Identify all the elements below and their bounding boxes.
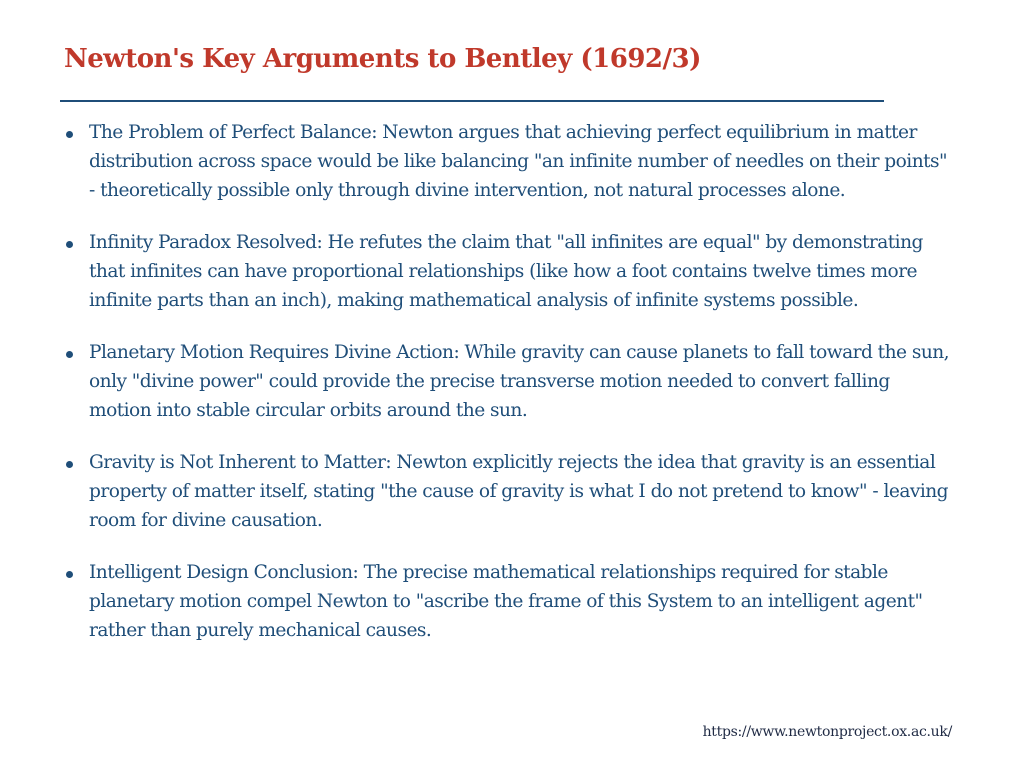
bullet-dot-icon (66, 241, 73, 248)
bullet-item (62, 558, 952, 645)
bullet-list (62, 118, 952, 668)
bullet-dot-icon (66, 351, 73, 358)
bullet-text: Planetary Motion Requires Divine Action: While gravity can cause planets to fall toward the sun, only "divine power" could provide the precise transverse motion needed to convert falling motion into stable circular orbits around the sun. (89, 342, 950, 421)
bullet-text: Infinity Paradox Resolved: He refutes the claim that "all infinites are equal" by demonstrating that infinites can have proportional relationships (like how a foot contains twelve times more infinite parts than an inch), making mathematical analysis of infinite systems possible. (89, 232, 923, 311)
bullet-text: Gravity is Not Inherent to Matter: Newton explicitly rejects the idea that gravity is an essential property of matter itself, stating "the cause of gravity is what I do not pretend to know" - leaving room for divine causation. (89, 452, 948, 531)
bullet-item (62, 448, 952, 535)
bullet-item (62, 338, 952, 425)
bullet-dot-icon (66, 131, 73, 138)
bullet-dot-icon (66, 461, 73, 468)
bullet-dot-icon (66, 571, 73, 578)
slide-title: Newton's Key Arguments to Bentley (1692/3) (64, 44, 701, 74)
bullet-item (62, 118, 952, 205)
bullet-item (62, 228, 952, 315)
source-link[interactable]: https://www.newtonproject.ox.ac.uk/ (702, 724, 952, 740)
bullet-text: The Problem of Perfect Balance: Newton argues that achieving perfect equilibrium in matter distribution across space would be like balancing "an infinite number of needles on their points" - theoretically possible only through divine intervention, not natural processes alone. (89, 122, 948, 201)
bullet-text: Intelligent Design Conclusion: The precise mathematical relationships required for stable planetary motion compel Newton to "ascribe the frame of this System to an intelligent agent" rather than purely mechanical causes. (89, 562, 923, 641)
title-underline (60, 100, 884, 102)
